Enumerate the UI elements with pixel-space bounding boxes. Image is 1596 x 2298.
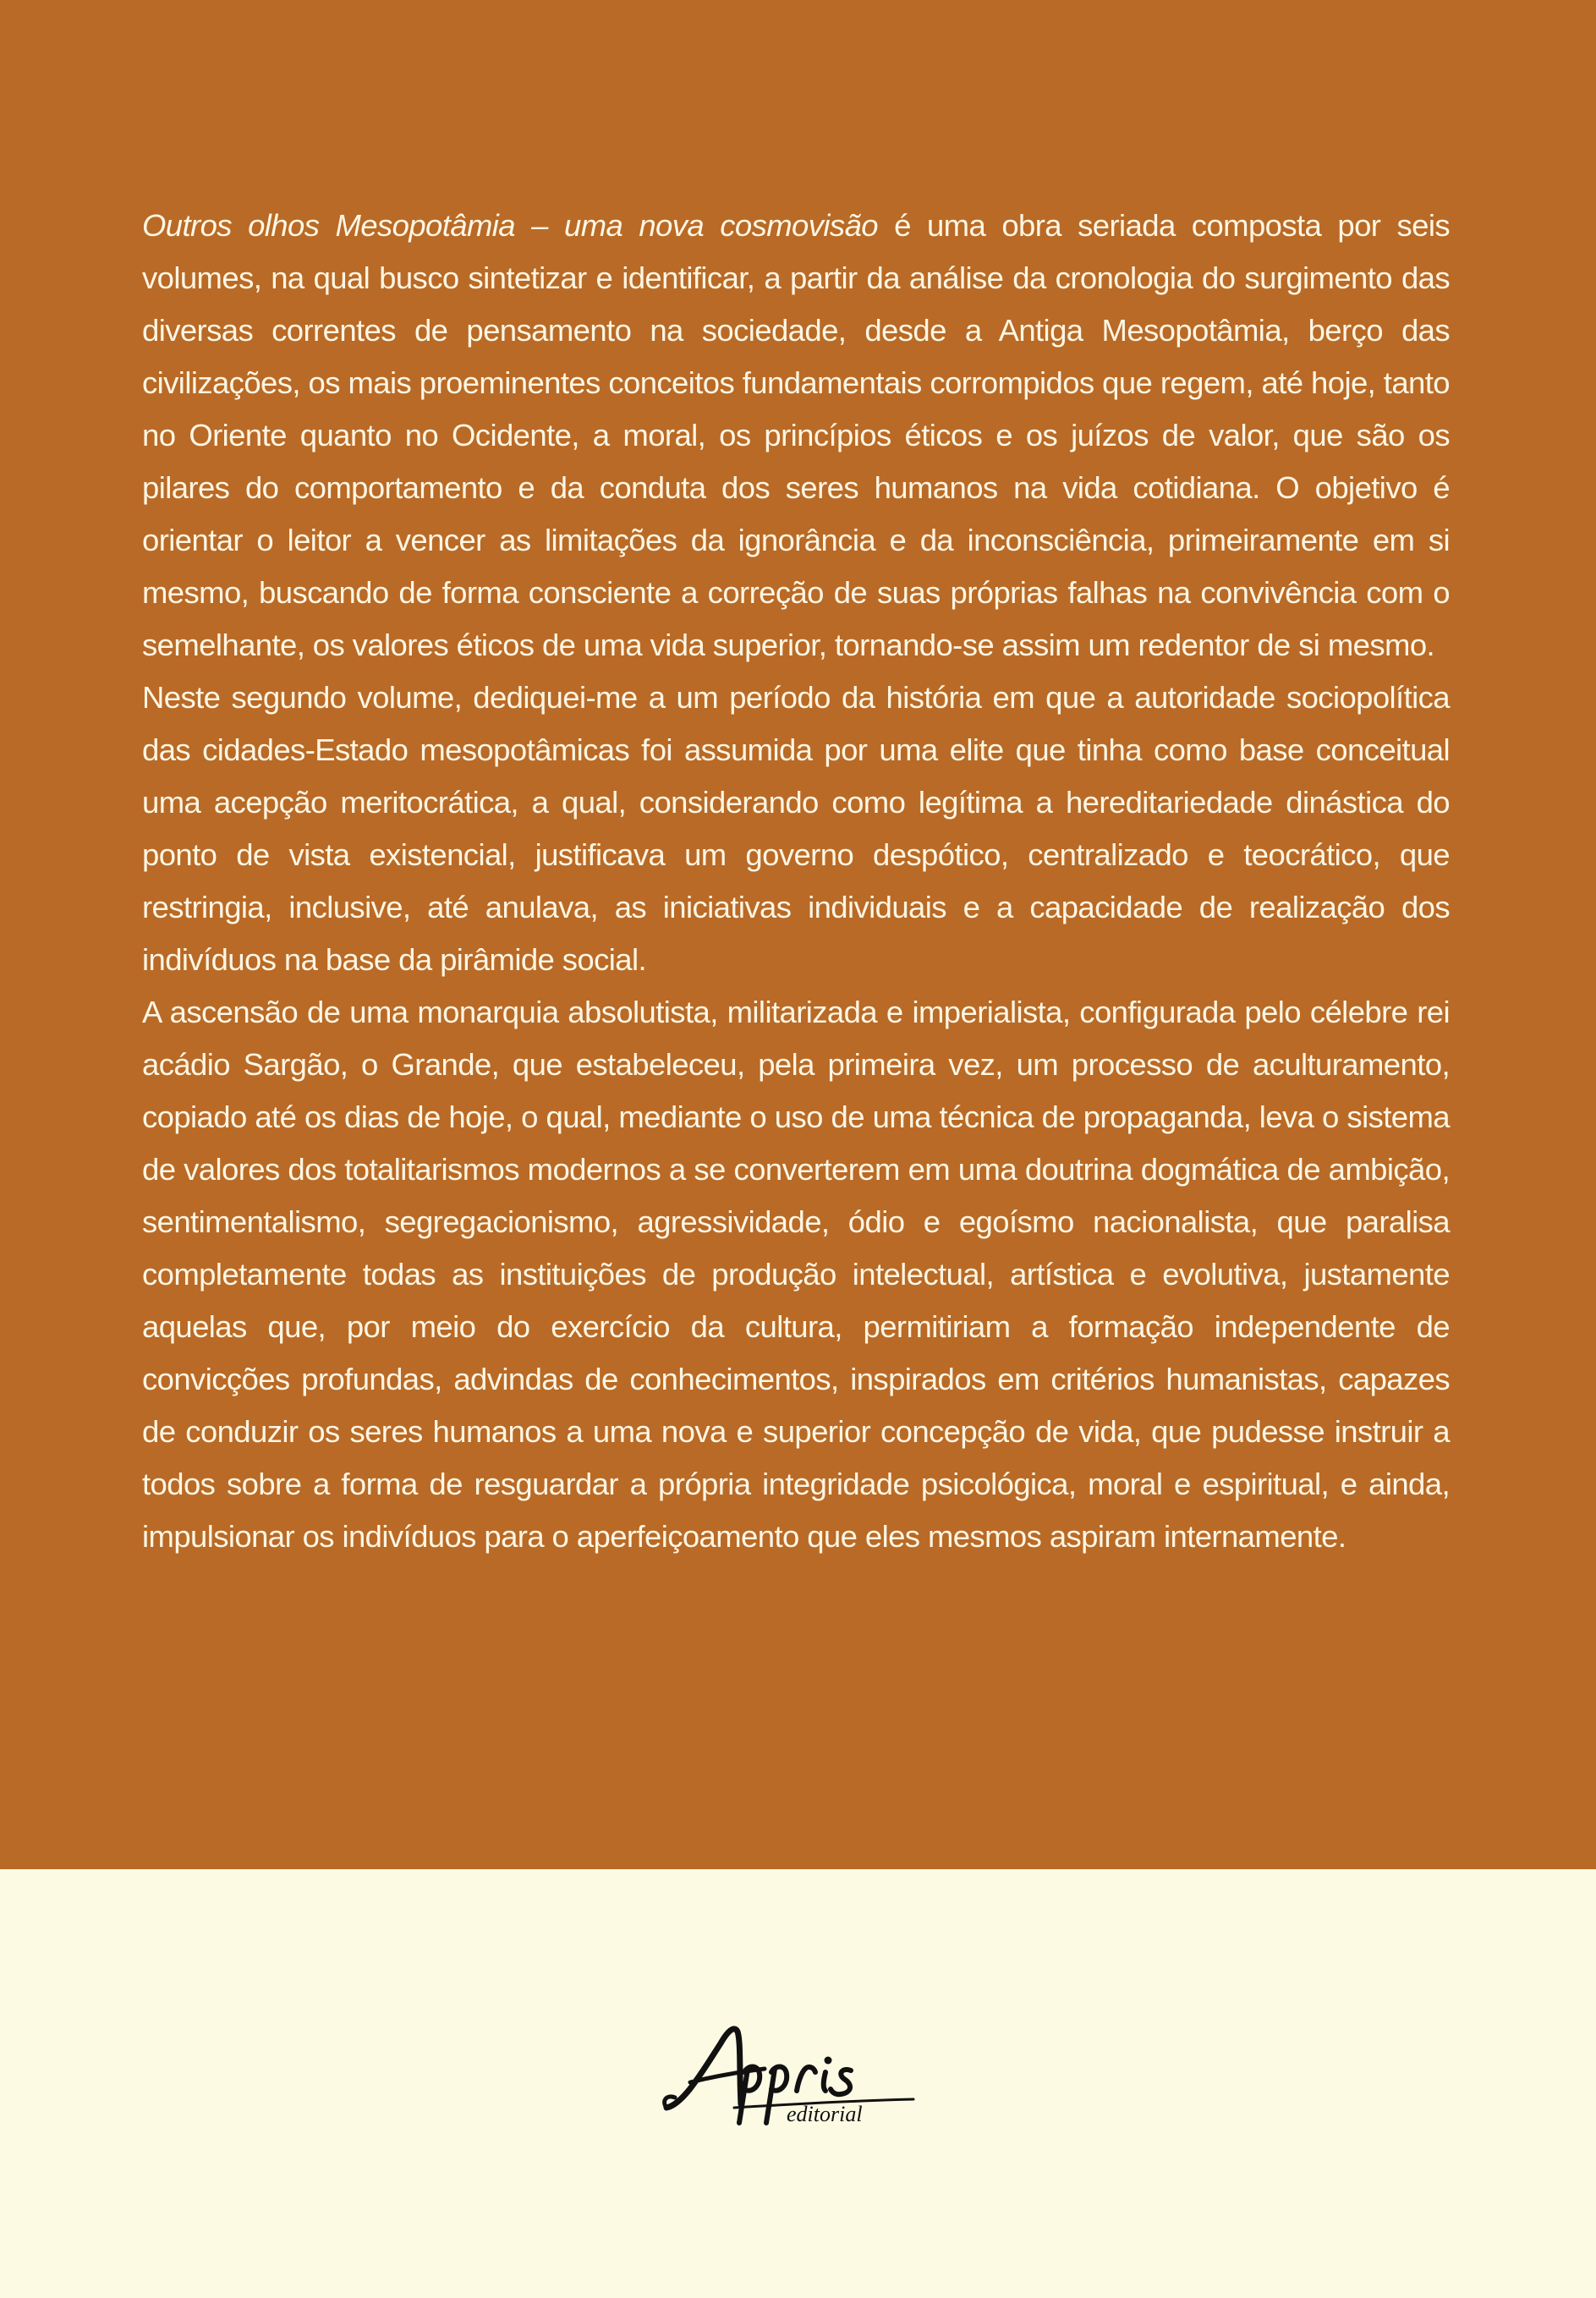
blurb-paragraph-3: A ascensão de uma monarquia absolutista, militarizada e imperialista, configurada pelo célebre rei acádio Sargão, o Grande, que estabeleceu, pela primeira vez, um processo de aculturamento, copiado até os dias de hoje, o qual, mediante o uso de uma técnica de propaganda, leva o sistema de valores dos totalitarismos modernos a se converterem em uma doutrina dogmática de ambição, sentimentalismo, segregacionismo, agressividade, ódio e egoísmo nacionalista, que paralisa completamente todas as instituições de produção intelectual, artística e evolutiva, justamente aquelas que, por meio do exercício da cultura, permitiriam a formação independente de convicções profundas, advindas de conhecimentos, inspirados em critérios humanistas, capazes de conduzir os seres humanos a uma nova e superior concepção de vida, que pudesse instruir a todos sobre a forma de resguardar a própria integridade psicológica, moral e espiritual, e ainda, impulsionar os indivíduos para o aperfeiçoamento que eles mesmos aspiram internamente. [142,995,1450,1554]
appris-editorial-logo [660,2013,947,2131]
blurb-paragraph-1 [142,200,1450,672]
blurb-paragraph-1-text: é uma obra seriada composta por seis volumes, na qual busco sintetizar e identificar, a partir da análise da cronologia do surgimento das diversas correntes de pensamento na sociedade, desde a Antiga Mesopotâmia, berço das civilizações, os mais proeminentes conceitos fundamentais corrompidos que regem, até hoje, tanto no Oriente quanto no Ocidente, a moral, os princípios éticos e os juízos de valor, que são os pilares do comportamento e da conduta dos seres humanos na vida cotidiana. O objetivo é orientar o leitor a vencer as limitações da ignorância e da inconsciência, primeiramente em si mesmo, buscando de forma consciente a correção de suas próprias falhas na convivência com o semelhante, os valores éticos de uma vida superior, tornando-se assim um redentor de si mesmo. [142,208,1450,662]
back-cover-blurb [142,200,1450,1563]
blurb-paragraph-2: Neste segundo volume, dediquei-me a um período da história em que a autoridade sociopolítica das cidades-Estado mesopotâmicas foi assumida por uma elite que tinha como base conceitual uma acepção meritocrática, a qual, considerando como legítima a hereditariedade dinástica do ponto de vista existencial, justificava um governo despótico, centralizado e teocrático, que restringia, inclusive, até anulava, as iniciativas individuais e a capacidade de realização dos indivíduos na base da pirâmide social. [142,680,1450,977]
book-title-italic: Outros olhos Mesopotâmia – uma nova cosmovisão [142,208,878,243]
logo-subtitle: editorial [787,2102,863,2126]
